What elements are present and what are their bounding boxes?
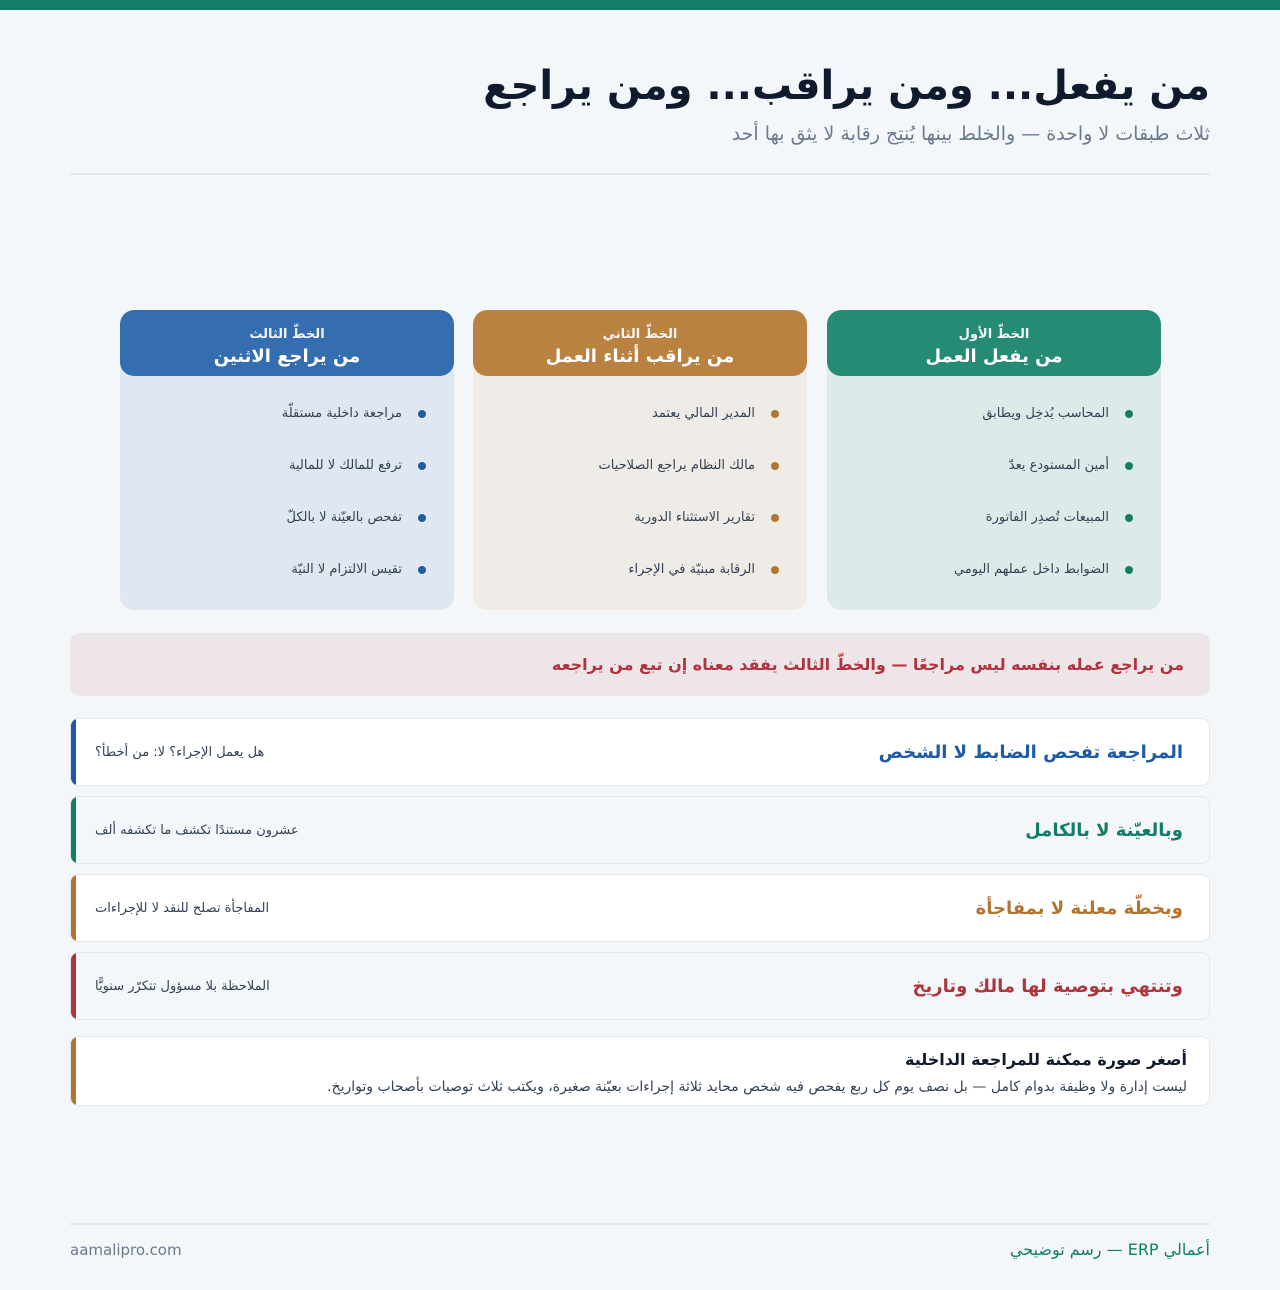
note-title: أصغر صورة ممكنة للمراجعة الداخلية — [904, 1050, 1187, 1069]
bullet-dot-icon — [1125, 462, 1133, 470]
line-name: من يراقب أثناء العمل — [545, 346, 735, 367]
line-label: الخطّ الأول — [958, 327, 1030, 342]
header-divider — [70, 173, 1210, 175]
bullet-dot-icon — [1125, 514, 1133, 522]
bullet-dot-icon — [418, 566, 426, 574]
bullet-dot-icon — [1125, 566, 1133, 574]
page-header — [70, 58, 1210, 148]
footer-divider — [70, 1223, 1210, 1225]
line-column-third — [120, 310, 454, 610]
line-name: من يفعل العمل — [925, 346, 1063, 367]
principle-note: الملاحظة بلا مسؤول تتكرّر سنويًّا — [95, 978, 270, 994]
line-item: الضوابط داخل عملهم اليومي — [847, 558, 1133, 610]
principle-title: وبخطّة معلنة لا بمفاجأة — [975, 897, 1183, 919]
line-header-first — [827, 310, 1161, 376]
line-column-second — [473, 310, 807, 610]
footer-brand: أعمالي ERP — رسم توضيحي — [1009, 1240, 1210, 1259]
line-item: تقيس الالتزام لا النيّة — [140, 558, 426, 610]
bullet-dot-icon — [418, 410, 426, 418]
principle-row — [70, 952, 1210, 1020]
principle-note: عشرون مستندًا تكشف ما تكشفه ألف — [95, 822, 299, 838]
line-item: تقارير الاستثناء الدورية — [493, 506, 779, 558]
principle-note: المفاجأة تصلح للنقد لا للإجراءات — [95, 900, 270, 916]
line-item: المبيعات تُصدِر الفاتورة — [847, 506, 1133, 558]
principle-accent-bar — [71, 953, 76, 1019]
bullet-dot-icon — [771, 410, 779, 418]
line-item: المحاسب يُدخِل ويطابق — [847, 402, 1133, 454]
line-item: تفحص بالعيّنة لا بالكلّ — [140, 506, 426, 558]
line-item: المدير المالي يعتمد — [493, 402, 779, 454]
line-item: ترفع للمالك لا للمالية — [140, 454, 426, 506]
principle-title: وتنتهي بتوصية لها مالك وتاريخ — [912, 975, 1183, 997]
principle-row — [70, 796, 1210, 864]
line-label: الخطّ الثاني — [602, 327, 678, 342]
note-body: ليست إدارة ولا وظيفة بدوام كامل — بل نصف يوم كل ربع يفحص فيه شخص محايد ثلاثة إجراءات بعيّنة صغيرة، ويكتب ثلاث توصيات بأصحاب وتواريخ. — [327, 1079, 1187, 1095]
warning-banner — [70, 633, 1210, 696]
note-accent-bar — [71, 1037, 76, 1105]
bullet-dot-icon — [418, 462, 426, 470]
line-items-list — [827, 376, 1161, 610]
line-items-list — [120, 376, 454, 610]
warning-banner-text: من يراجع عمله بنفسه ليس مراجعًا — والخطّ الثالث يفقد معناه إن تبع من يراجعه — [551, 655, 1184, 674]
principle-title: المراجعة تفحص الضابط لا الشخص — [878, 741, 1183, 763]
line-label: الخطّ الثالث — [249, 327, 325, 342]
principle-note: هل يعمل الإجراء؟ لا: من أخطأ؟ — [95, 744, 265, 760]
line-items-list — [473, 376, 807, 610]
principle-title: وبالعيّنة لا بالكامل — [1025, 819, 1183, 841]
principle-accent-bar — [71, 719, 76, 785]
bullet-dot-icon — [418, 514, 426, 522]
line-item: الرقابة مبنيّة في الإجراء — [493, 558, 779, 610]
bullet-dot-icon — [771, 514, 779, 522]
page-title: من يفعل... ومن يراقب... ومن يراجع — [483, 63, 1210, 109]
principle-row — [70, 718, 1210, 786]
principle-accent-bar — [71, 875, 76, 941]
page-subtitle: ثلاث طبقات لا واحدة — والخلط بينها يُنتِج رقابة لا يثق بها أحد — [731, 123, 1210, 145]
bullet-dot-icon — [1125, 410, 1133, 418]
line-header-third — [120, 310, 454, 376]
line-column-first — [827, 310, 1161, 610]
line-header-second — [473, 310, 807, 376]
line-item: أمين المستودع يعدّ — [847, 454, 1133, 506]
top-accent-bar — [0, 0, 1280, 10]
bullet-dot-icon — [771, 462, 779, 470]
line-item: مالك النظام يراجع الصلاحيات — [493, 454, 779, 506]
principle-row — [70, 874, 1210, 942]
bullet-dot-icon — [771, 566, 779, 574]
line-name: من يراجع الاثنين — [213, 346, 361, 367]
footer-site-link[interactable]: aamalipro.com — [70, 1241, 182, 1259]
line-item: مراجعة داخلية مستقلّة — [140, 402, 426, 454]
minimal-audit-note — [70, 1036, 1210, 1106]
principle-accent-bar — [71, 797, 76, 863]
